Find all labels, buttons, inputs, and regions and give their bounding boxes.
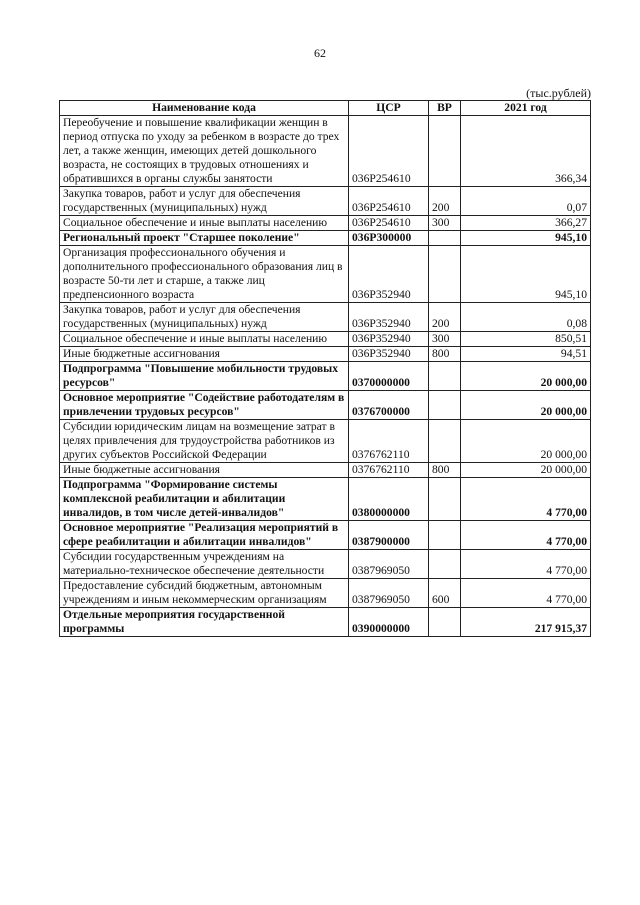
row-vr [429, 231, 461, 246]
row-vr: 300 [429, 216, 461, 231]
row-csr: 0387969050 [349, 579, 429, 608]
row-vr [429, 478, 461, 521]
table-row [60, 391, 591, 420]
table-row [60, 187, 591, 216]
row-vr [429, 391, 461, 420]
row-name: Основное мероприятие "Содействие работодателям в привлечении трудовых ресурсов" [60, 391, 349, 420]
table-row [60, 608, 591, 637]
table-body [60, 116, 591, 637]
row-name: Субсидии государственным учреждениям на материально-техническое обеспечение деятельности [60, 550, 349, 579]
row-csr: 036P254610 [349, 187, 429, 216]
header-csr: ЦСР [349, 101, 429, 116]
row-name: Социальное обеспечение и иные выплаты населению [60, 332, 349, 347]
row-name: Иные бюджетные ассигнования [60, 347, 349, 362]
row-csr: 036P300000 [349, 231, 429, 246]
table-row [60, 463, 591, 478]
row-amount: 217 915,37 [461, 608, 591, 637]
table-row [60, 478, 591, 521]
row-amount: 4 770,00 [461, 550, 591, 579]
row-vr: 800 [429, 347, 461, 362]
row-amount: 20 000,00 [461, 362, 591, 391]
row-amount: 850,51 [461, 332, 591, 347]
header-vr: ВР [429, 101, 461, 116]
row-name: Региональный проект "Старшее поколение" [60, 231, 349, 246]
row-csr: 0376700000 [349, 391, 429, 420]
row-vr [429, 246, 461, 303]
row-csr: 036P352940 [349, 347, 429, 362]
row-amount: 945,10 [461, 231, 591, 246]
row-csr: 0376762110 [349, 463, 429, 478]
row-amount: 0,08 [461, 303, 591, 332]
row-amount: 4 770,00 [461, 521, 591, 550]
row-csr: 0380000000 [349, 478, 429, 521]
row-name: Закупка товаров, работ и услуг для обеспечения государственных (муниципальных) нужд [60, 187, 349, 216]
row-name: Основное мероприятие "Реализация мероприятий в сфере реабилитации и абилитации инвалидов" [60, 521, 349, 550]
table-row [60, 550, 591, 579]
table-row [60, 362, 591, 391]
row-name: Организация профессионального обучения и дополнительного профессионального образования лиц в возрасте 50-ти лет и старше, а также лиц предпенсионного возраста [60, 246, 349, 303]
row-vr: 300 [429, 332, 461, 347]
row-name: Предоставление субсидий бюджетным, автономным учреждениям и иным некоммерческим организациям [60, 579, 349, 608]
row-name: Закупка товаров, работ и услуг для обеспечения государственных (муниципальных) нужд [60, 303, 349, 332]
row-amount: 4 770,00 [461, 478, 591, 521]
row-amount: 945,10 [461, 246, 591, 303]
row-csr: 036P254610 [349, 116, 429, 187]
row-name: Подпрограмма "Формирование системы комплексной реабилитации и абилитации инвалидов, в том числе детей-инвалидов" [60, 478, 349, 521]
row-amount: 20 000,00 [461, 463, 591, 478]
units-label: (тыс.рублей) [526, 86, 591, 100]
row-vr: 800 [429, 463, 461, 478]
row-amount: 366,27 [461, 216, 591, 231]
row-csr: 0376762110 [349, 420, 429, 463]
table-row [60, 347, 591, 362]
row-name: Переобучение и повышение квалификации женщин в период отпуска по уходу за ребенком в возрасте до трех лет, а также женщин, имеющих детей дошкольного возраста, не состоящих в трудовых отношениях и обратившихся в органы службы занятости [60, 116, 349, 187]
row-vr [429, 608, 461, 637]
table-row [60, 521, 591, 550]
row-vr [429, 362, 461, 391]
table-row [60, 579, 591, 608]
row-vr: 600 [429, 579, 461, 608]
row-name: Отдельные мероприятия государственной программы [60, 608, 349, 637]
page-number: 62 [314, 46, 326, 60]
table-row [60, 216, 591, 231]
row-amount: 20 000,00 [461, 391, 591, 420]
row-amount: 20 000,00 [461, 420, 591, 463]
table-row [60, 116, 591, 187]
row-name: Иные бюджетные ассигнования [60, 463, 349, 478]
row-vr [429, 550, 461, 579]
row-amount: 0,07 [461, 187, 591, 216]
row-name: Социальное обеспечение и иные выплаты населению [60, 216, 349, 231]
row-vr [429, 116, 461, 187]
row-csr: 0387900000 [349, 521, 429, 550]
table-row [60, 231, 591, 246]
row-vr: 200 [429, 187, 461, 216]
table-row [60, 332, 591, 347]
header-year: 2021 год [461, 101, 591, 116]
row-csr: 036P352940 [349, 246, 429, 303]
table-header-row [60, 101, 591, 116]
row-csr: 036P352940 [349, 303, 429, 332]
row-vr [429, 420, 461, 463]
budget-table [59, 100, 591, 637]
table-row [60, 246, 591, 303]
row-name: Подпрограмма "Повышение мобильности трудовых ресурсов" [60, 362, 349, 391]
row-vr [429, 521, 461, 550]
table-row [60, 303, 591, 332]
row-amount: 4 770,00 [461, 579, 591, 608]
header-name: Наименование кода [60, 101, 349, 116]
row-csr: 0387969050 [349, 550, 429, 579]
table-row [60, 420, 591, 463]
row-amount: 366,34 [461, 116, 591, 187]
row-name: Субсидии юридическим лицам на возмещение затрат в целях привлечения для трудоустройства работников из других субъектов Российской Федерации [60, 420, 349, 463]
row-vr: 200 [429, 303, 461, 332]
row-amount: 94,51 [461, 347, 591, 362]
row-csr: 0390000000 [349, 608, 429, 637]
row-csr: 036P254610 [349, 216, 429, 231]
row-csr: 0370000000 [349, 362, 429, 391]
row-csr: 036P352940 [349, 332, 429, 347]
